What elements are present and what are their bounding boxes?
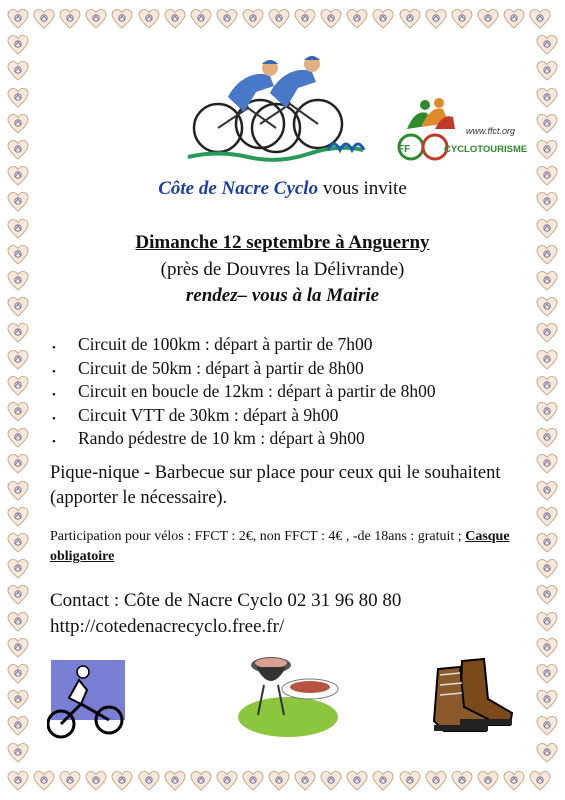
heart-border-icon: [536, 87, 558, 109]
heart-border-icon: [164, 770, 186, 792]
heart-border-icon: [536, 453, 558, 475]
heart-border-icon: [164, 8, 186, 30]
ffct-url[interactable]: www.ffct.org: [466, 126, 516, 136]
heart-border-icon: [7, 8, 29, 30]
heart-border-icon: [7, 506, 29, 528]
heart-border-icon: [7, 401, 29, 423]
heart-border-icon: [320, 770, 342, 792]
heart-border-icon: [536, 322, 558, 344]
heart-border-icon: [7, 453, 29, 475]
heart-border-icon: [536, 742, 558, 764]
list-item: • Circuit de 50km : départ à partir de 8h00: [50, 357, 436, 381]
list-item: • Rando pédestre de 10 km : départ à 9h00: [50, 427, 436, 451]
heart-border-icon: [536, 637, 558, 659]
contact-url[interactable]: http://cotedenacrecyclo.free.fr/: [50, 616, 285, 637]
event-near: (près de Douvres la Délivrande): [160, 259, 405, 280]
heart-border-icon: [536, 558, 558, 580]
circuit-list: [50, 333, 436, 451]
heart-border-icon: [372, 8, 394, 30]
heart-border-icon: [346, 8, 368, 30]
heart-border-icon: [425, 8, 447, 30]
heart-border-icon: [529, 770, 551, 792]
contact-phone: Contact : Côte de Nacre Cyclo 02 31 96 80 80: [50, 590, 402, 611]
heart-border-icon: [111, 8, 133, 30]
participation-text: [50, 527, 520, 567]
heart-border-icon: [268, 770, 290, 792]
heart-border-icon: [7, 770, 29, 792]
event-meeting: rendez– vous à la Mairie: [185, 285, 380, 306]
heart-border-icon: [503, 8, 525, 30]
heart-border-icon: [294, 8, 316, 30]
heart-border-icon: [320, 8, 342, 30]
heart-border-icon: [477, 8, 499, 30]
heart-border-icon: [138, 8, 160, 30]
event-date-place: Dimanche 12 septembre à Anguerny: [135, 232, 430, 253]
heart-border-icon: [7, 349, 29, 371]
heart-border-icon: [294, 770, 316, 792]
heart-border-icon: [268, 8, 290, 30]
heart-border-icon: [190, 8, 212, 30]
heart-border-icon: [536, 349, 558, 371]
heart-border-icon: [536, 715, 558, 737]
heart-border-icon: [7, 532, 29, 554]
heart-border-icon: [7, 87, 29, 109]
cyclist-icon: [47, 660, 125, 740]
heart-border-icon: [503, 770, 525, 792]
heart-border-icon: [242, 8, 264, 30]
heart-border-icon: [7, 480, 29, 502]
list-item: • Circuit VTT de 30km : départ à 9h00: [50, 404, 436, 428]
heart-border-icon: [216, 8, 238, 30]
heart-border-icon: [85, 8, 107, 30]
heart-border-icon: [7, 139, 29, 161]
heart-border-icon: [85, 770, 107, 792]
heart-border-icon: [7, 60, 29, 82]
club-name: Côte de Nacre Cyclo: [158, 178, 319, 199]
heart-border-icon: [529, 8, 551, 30]
heart-border-icon: [536, 34, 558, 56]
heart-border-icon: [216, 770, 238, 792]
heart-border-icon: [536, 532, 558, 554]
list-item: • Circuit de 100km : départ à partir de 7h00: [50, 333, 436, 357]
heart-border-icon: [59, 8, 81, 30]
participation-fees: Participation pour vélos : FFCT : 2€, non FFCT : 4€ , -de 18ans : gratuit ;: [50, 529, 466, 544]
heart-border-icon: [138, 770, 160, 792]
heart-border-icon: [477, 770, 499, 792]
heart-border-icon: [536, 401, 558, 423]
heart-border-icon: [7, 742, 29, 764]
heart-border-icon: [372, 770, 394, 792]
heart-border-icon: [536, 663, 558, 685]
heart-border-icon: [536, 139, 558, 161]
heart-border-icon: [536, 60, 558, 82]
hiking-boots-icon: [432, 655, 514, 735]
invite-text: vous invite: [318, 178, 407, 199]
heart-border-icon: [536, 689, 558, 711]
picnic-text: Pique-nique - Barbecue sur place pour ceux qui le souhaitent (apporter le nécessaire).: [50, 463, 501, 508]
heart-border-icon: [59, 770, 81, 792]
barbecue-icon: [236, 655, 341, 740]
heart-border-icon: [425, 770, 447, 792]
heart-border-icon: [346, 770, 368, 792]
heart-border-icon: [7, 584, 29, 606]
ffct-left-text: FF: [398, 144, 411, 155]
heart-border-icon: [451, 8, 473, 30]
heart-border-icon: [536, 480, 558, 502]
heart-border-icon: [7, 663, 29, 685]
heart-border-icon: [7, 113, 29, 135]
heart-border-icon: [536, 375, 558, 397]
heart-border-icon: [7, 427, 29, 449]
heart-border-icon: [399, 8, 421, 30]
heart-border-icon: [7, 689, 29, 711]
list-item: • Circuit en boucle de 12km : départ à partir de 8h00: [50, 380, 436, 404]
heart-border-icon: [111, 770, 133, 792]
heart-border-icon: [7, 558, 29, 580]
invite-line: [0, 178, 565, 200]
helmet-required: Casque obligatoire: [50, 529, 510, 564]
heart-border-icon: [399, 770, 421, 792]
heart-border-icon: [536, 584, 558, 606]
heart-border-icon: [33, 8, 55, 30]
heart-border-icon: [536, 113, 558, 135]
contact-block: [50, 588, 401, 640]
heart-border-icon: [7, 715, 29, 737]
heart-border-icon: [7, 34, 29, 56]
heart-border-icon: [33, 770, 55, 792]
ffct-right-text: CYCLOTOURISME: [444, 144, 528, 155]
heart-border-icon: [7, 322, 29, 344]
heart-border-icon: [536, 611, 558, 633]
heart-border-icon: [7, 375, 29, 397]
heart-border-icon: [7, 611, 29, 633]
heart-border-icon: [536, 427, 558, 449]
heart-border-icon: [190, 770, 212, 792]
cyclists-logo-icon: [178, 42, 378, 167]
heart-border-icon: [242, 770, 264, 792]
heart-border-icon: [7, 637, 29, 659]
heart-border-icon: [451, 770, 473, 792]
heart-border-icon: [536, 506, 558, 528]
